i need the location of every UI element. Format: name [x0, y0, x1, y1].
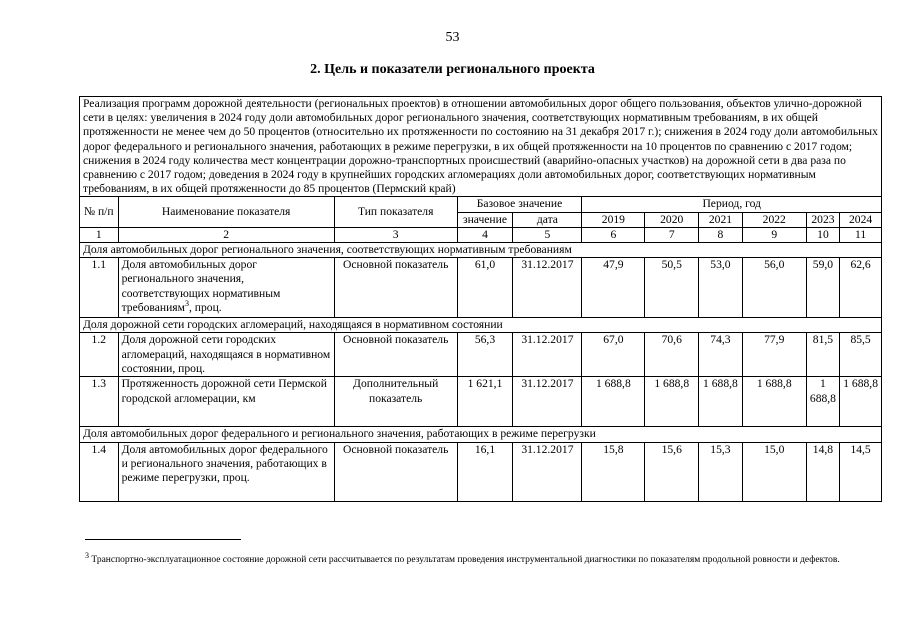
base-date: 31.12.2017	[513, 377, 582, 427]
section-title-row: Доля автомобильных дорог регионального значения, соответствующих нормативным требованиям	[80, 243, 882, 258]
year-value: 14,5	[840, 442, 882, 501]
header-year: 2024	[840, 212, 882, 227]
indicator-name-text: Доля автомобильных дорог регионального значения, соответствующих нормативным требованиям	[121, 258, 281, 314]
indicator-type: Основной показатель	[334, 258, 457, 318]
column-number: 4	[457, 227, 513, 242]
year-value: 1 688,8	[582, 377, 645, 427]
indicator-type: Дополнительный показатель	[334, 377, 457, 427]
year-value: 14,8	[806, 442, 839, 501]
header-year: 2022	[742, 212, 806, 227]
year-value: 47,9	[582, 258, 645, 318]
section-title-row: Доля автомобильных дорог федерального и регионального значения, работающих в режиме перегрузки	[80, 427, 882, 442]
year-value: 15,0	[742, 442, 806, 501]
page-number: 53	[445, 30, 460, 45]
base-date: 31.12.2017	[513, 258, 582, 318]
header-year: 2019	[582, 212, 645, 227]
column-number: 3	[334, 227, 457, 242]
indicator-unit: , проц.	[188, 300, 222, 314]
header-year: 2023	[806, 212, 839, 227]
year-value: 77,9	[742, 333, 806, 377]
project-goal-text: Реализация программ дорожной деятельности (региональных проектов) в отношении автомобильных дорог общего пользования, объектов улично-дорожной сети в целях: увеличения в 2024 году доли автомобильных дорог регионального значения, соответствующих нормативным требованиям, в их общей протяженности не менее чем до 50 процентов (относительно их протяженности по состоянию на 31 декабря 2017 г.); снижения в 2024 году доли автомобильных дорог федерального и регионального значения, работающих в режиме перегрузки, в их общей протяженности на 10 процентов по сравнению с 2017 годом; снижения в 2024 году количества мест концентрации дорожно-транспортных происшествий (аварийно-опасных участков) на дорожной сети в два раза по сравнению с 2017 годом; доведения в 2024 году в крупнейших городских агломерациях доли автомобильных дорог, соответствующих нормативным требованиям, в их общей протяженности до 85 процентов (Пермский край)	[80, 97, 882, 197]
base-value: 16,1	[457, 442, 513, 501]
footnote-mark: 3	[85, 550, 89, 560]
column-number: 5	[513, 227, 582, 242]
column-number: 8	[699, 227, 743, 242]
year-value: 74,3	[699, 333, 743, 377]
header-name: Наименование показателя	[118, 197, 334, 227]
indicator-name: Доля автомобильных дорог федерального и регионального значения, работающих в режиме перегрузки, проц.	[118, 442, 334, 501]
column-number: 9	[742, 227, 806, 242]
header-base-value: значение	[457, 212, 513, 227]
table-row	[80, 333, 882, 377]
header-type: Тип показателя	[334, 197, 457, 227]
section-title: 2. Цель и показатели регионального проекта	[310, 62, 595, 77]
row-num: 1.4	[80, 442, 119, 501]
table-row	[80, 377, 882, 427]
base-date: 31.12.2017	[513, 333, 582, 377]
column-number: 6	[582, 227, 645, 242]
header-base-date: дата	[513, 212, 582, 227]
header-year: 2021	[699, 212, 743, 227]
column-number: 1	[80, 227, 119, 242]
base-date: 31.12.2017	[513, 442, 582, 501]
year-value: 50,5	[645, 258, 699, 318]
footnote-separator	[85, 539, 241, 540]
row-num: 1.1	[80, 258, 119, 318]
column-number: 10	[806, 227, 839, 242]
year-value: 1 688,8	[742, 377, 806, 427]
year-value: 59,0	[806, 258, 839, 318]
indicators-table	[79, 96, 882, 502]
footnote-ref: 3	[184, 298, 189, 308]
header-base: Базовое значение	[457, 197, 582, 212]
footnote-text: Транспортно-эксплуатационное состояние дорожной сети рассчитывается по результатам проведения инструментальной диагностики по показателям продольной ровности и дефектов.	[89, 555, 840, 565]
header-period: Период, год	[582, 197, 882, 212]
row-num: 1.3	[80, 377, 119, 427]
table-row	[80, 442, 882, 501]
column-number: 7	[645, 227, 699, 242]
indicator-name	[118, 258, 334, 318]
section-title-row: Доля дорожной сети городских агломераций, находящаяся в нормативном состоянии	[80, 318, 882, 333]
year-value: 62,6	[840, 258, 882, 318]
indicator-type: Основной показатель	[334, 333, 457, 377]
column-number: 11	[840, 227, 882, 242]
base-value: 61,0	[457, 258, 513, 318]
year-value: 15,6	[645, 442, 699, 501]
indicator-type: Основной показатель	[334, 442, 457, 501]
year-value: 85,5	[840, 333, 882, 377]
base-value: 1 621,1	[457, 377, 513, 427]
header-year: 2020	[645, 212, 699, 227]
column-number: 2	[118, 227, 334, 242]
year-value: 1 688,8	[840, 377, 882, 427]
year-value: 15,8	[582, 442, 645, 501]
year-value: 70,6	[645, 333, 699, 377]
year-value: 56,0	[742, 258, 806, 318]
year-value: 81,5	[806, 333, 839, 377]
indicator-name: Протяженность дорожной сети Пермской городской агломерации, км	[118, 377, 334, 427]
header-num: № п/п	[80, 197, 119, 227]
year-value: 1 688,8	[806, 377, 839, 427]
year-value: 67,0	[582, 333, 645, 377]
table-row	[80, 258, 882, 318]
year-value: 15,3	[699, 442, 743, 501]
year-value: 53,0	[699, 258, 743, 318]
row-num: 1.2	[80, 333, 119, 377]
footnote	[85, 552, 870, 568]
year-value: 1 688,8	[699, 377, 743, 427]
base-value: 56,3	[457, 333, 513, 377]
indicator-name: Доля дорожной сети городских агломераций, находящаяся в нормативном состоянии, проц.	[118, 333, 334, 377]
year-value: 1 688,8	[645, 377, 699, 427]
